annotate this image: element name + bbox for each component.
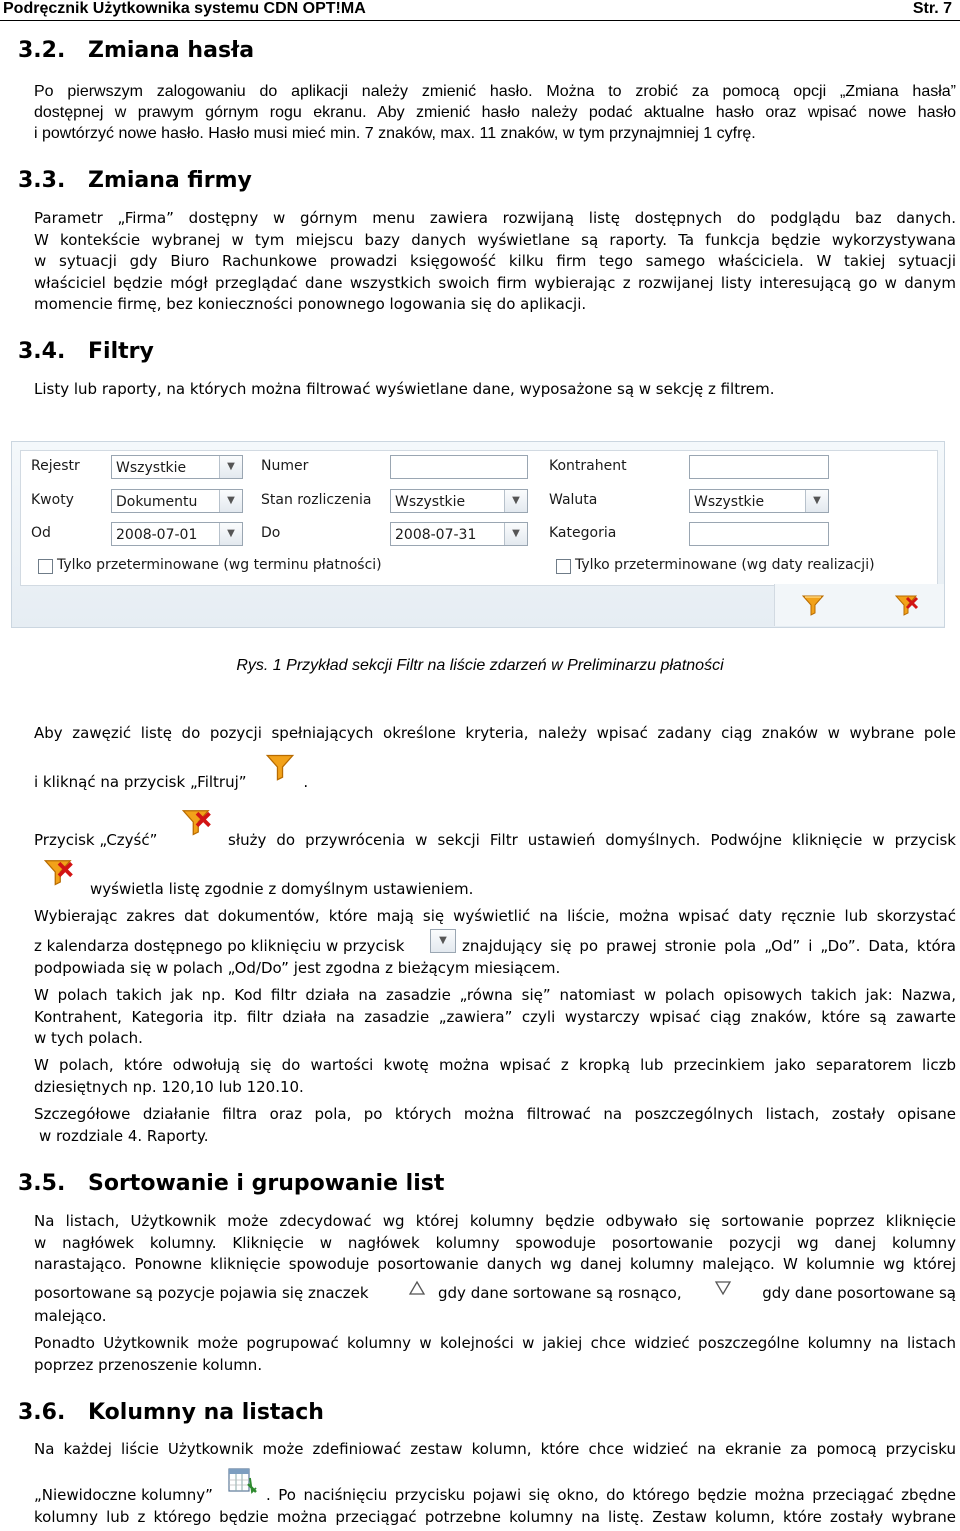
od-label: Od bbox=[31, 525, 51, 541]
paragraph-date-range-line3: podpowiada się w polach „Od/Do” jest zgodna z bieżącym miesiącem. bbox=[34, 959, 561, 977]
calendar-dropdown-icon[interactable]: ▼ bbox=[219, 523, 242, 545]
paragraph-3-2: Po pierwszym zalogowaniu do aplikacji należy zmienić hasło. Można to zrobić za pomocą opcji „Zmiana hasła” dostępnej w prawym górnym rogu ekranu. Aby zmienić hasło należy podać aktualne hasło oraz wpisać nowe hasło i powtórzyć nowe hasło. Hasło musi mieć min. 7 znaków, max. 11 znaków, w tym przynajmniej 1 cyfrę. bbox=[34, 83, 956, 142]
waluta-select[interactable]: Wszystkie ▼ bbox=[689, 489, 829, 513]
paragraph-3-6: Na każdej liście Użytkownik może zdefiniować zestaw kolumn, które chce widzieć na ekranie za pomocą przycisku bbox=[34, 1440, 956, 1458]
paragraph-date-range: Wybierając zakres dat dokumentów, które mają się wyświetlić na liście, można wpisać daty ręcznie lub skorzystać bbox=[34, 907, 956, 925]
heading-3-3: 3.3. Zmiana firmy bbox=[18, 168, 252, 193]
header-title: Podręcznik Użytkownika systemu CDN OPT!MA bbox=[3, 0, 366, 17]
chevron-down-icon[interactable]: ▼ bbox=[504, 490, 527, 512]
page-number: Str. 7 bbox=[912, 0, 952, 17]
figure-caption: Rys. 1 Przykład sekcji Filtr na liście zdarzeń w Preliminarzu płatności bbox=[236, 657, 724, 674]
paragraph-details: Szczegółowe działanie filtra oraz pola, po których można filtrować na poszczególnych listach, zostały opisane w rozdziale 4. Raporty. bbox=[34, 1105, 956, 1145]
funnel-clear-icon[interactable] bbox=[895, 594, 919, 616]
paragraph-3-5-sort-icons: posortowane są pozycje pojawia się znaczek gdy dane sortowane są rosnąco, gdy dane posortowane są bbox=[34, 1274, 956, 1306]
stan-rozliczenia-select[interactable]: Wszystkie ▼ bbox=[390, 489, 528, 513]
calendar-dropdown-icon: ▼ bbox=[430, 929, 456, 953]
heading-3-3-title: Zmiana firmy bbox=[88, 168, 252, 193]
kontrahent-label: Kontrahent bbox=[549, 458, 627, 474]
do-date-field[interactable]: 2008-07-31 ▼ bbox=[390, 522, 528, 546]
paragraph-3-5: Na listach, Użytkownik może zdecydować wg której kolumny będzie odbywało się sortowanie poprzez kliknięcie w nagłówek kolumny. Kliknięcie w nagłówek kolumny spowoduje posortowanie pozycji wg danej kolumny narastająco. Ponowne kliknięcie spowoduje posortowanie danych wg danej kolumny malejąco. W kolumnie wg której bbox=[34, 1212, 956, 1273]
heading-3-6-title: Kolumny na listach bbox=[88, 1400, 324, 1425]
waluta-label: Waluta bbox=[549, 492, 598, 508]
numer-label: Numer bbox=[261, 458, 309, 474]
kategoria-label: Kategoria bbox=[549, 525, 617, 541]
paragraph-date-range-line2: z kalendarza dostępnego po kliknięciu w przycisk ▼ znajdujący się po prawej stronie pola „Od” i „Do”. Data, która bbox=[34, 927, 956, 957]
paragraph-amount-format: W polach, które odwołują się do wartości kwotę można wpisać z kropką lub przecinkiem jako separatorem liczb dziesiętnych np. 120,10 lub 120.10. bbox=[34, 1056, 956, 1096]
page-header bbox=[0, 0, 960, 21]
heading-3-6: 3.6. Kolumny na listach bbox=[18, 1400, 324, 1425]
rejestr-label: Rejestr bbox=[31, 458, 80, 474]
overdue-realization-label: Tylko przeterminowane (wg daty realizacji) bbox=[575, 557, 875, 573]
clear-button-icon bbox=[34, 852, 84, 896]
do-label: Do bbox=[261, 525, 281, 541]
sort-descending-icon bbox=[708, 1276, 738, 1300]
kontrahent-input[interactable] bbox=[689, 455, 829, 479]
chevron-down-icon[interactable]: ▼ bbox=[219, 490, 242, 512]
paragraph-3-6-line2: „Niewidoczne kolumny” . Po naciśnięciu przycisku pojawi się okno, do którego będzie można przeciągać zbędne bbox=[34, 1460, 956, 1508]
kwoty-select[interactable]: Dokumentu ▼ bbox=[111, 489, 243, 513]
paragraph-3-5-end: malejąco. bbox=[34, 1307, 107, 1325]
paragraph-3-6-line3: kolumny lub z którego będzie można przeciągać potrzebne kolumny na listę. Zestaw kolumn, które zostały wybrane bbox=[34, 1508, 956, 1526]
filter-button-bar bbox=[774, 584, 944, 626]
rejestr-select[interactable]: Wszystkie ▼ bbox=[111, 455, 243, 479]
chevron-down-icon[interactable]: ▼ bbox=[219, 456, 242, 478]
filter-button-icon bbox=[255, 745, 303, 791]
numer-input[interactable] bbox=[390, 455, 528, 479]
heading-3-4-title: Filtry bbox=[88, 339, 154, 364]
hidden-columns-icon bbox=[222, 1460, 266, 1504]
paragraph-3-4: Listy lub raporty, na których można filtrować wyświetlane dane, wyposażone są w sekcję z filtrem. bbox=[34, 380, 775, 398]
stan-rozliczenia-label: Stan rozliczenia bbox=[261, 492, 372, 508]
funnel-icon[interactable] bbox=[802, 594, 824, 616]
od-date-field[interactable]: 2008-07-01 ▼ bbox=[111, 522, 243, 546]
kategoria-input[interactable] bbox=[689, 522, 829, 546]
kwoty-label: Kwoty bbox=[31, 492, 74, 508]
paragraph-filter-usage: Aby zawęzić listę do pozycji spełniających określone kryteria, należy wpisać zadany ciąg znaków w wybrane pole bbox=[34, 724, 956, 742]
heading-3-2-title: Zmiana hasła bbox=[88, 38, 255, 63]
paragraph-filter-usage-line2: i kliknąć na przycisk „Filtruj” . bbox=[34, 745, 308, 791]
heading-3-5-title: Sortowanie i grupowanie list bbox=[88, 1171, 445, 1196]
overdue-realization-checkbox[interactable] bbox=[556, 559, 571, 574]
filter-fields bbox=[20, 450, 938, 586]
overdue-payment-label: Tylko przeterminowane (wg terminu płatności) bbox=[57, 557, 382, 573]
filter-panel bbox=[11, 441, 945, 628]
chevron-down-icon[interactable]: ▼ bbox=[805, 490, 828, 512]
clear-button-icon bbox=[170, 802, 220, 848]
sort-ascending-icon bbox=[402, 1276, 432, 1300]
heading-3-4: 3.4. Filtry bbox=[18, 339, 154, 364]
paragraph-filter-rules: W polach takich jak np. Kod filtr działa na zasadzie „równa się” natomiast w polach opisowych takich jak: Nazwa, Kontrahent, Kategoria itp. filtr działa na zasadzie „zawiera” czyli wystarczy wpisać ciąg znaków, które są zawarte w tych polach. bbox=[34, 986, 956, 1047]
paragraph-3-5-grouping: Ponadto Użytkownik może pogrupować kolumny w kolejności w jakiej chce widzieć poszczególne kolumny na listach poprzez przenoszenie kolumn. bbox=[34, 1334, 956, 1374]
paragraph-3-3: Parametr „Firma” dostępny w górnym menu zawiera rozwijaną listę dostępnych do podglądu baz danych. W kontekście wybranej w tym miejscu bazy danych wyświetlane są raporty. Ta funkcja będzie wykorzystywana w sytuacji gdy Biuro Rachunkowe prowadzi księgowość kilku firm tego samego właściciela. W takiej sytuacji właściciel będzie mógł przeglądać dane wszystkich swoich firm wybierając z rozwijanej listy interesującą go w danym momencie firmę, bez konieczności ponownego logowania się do aplikacji. bbox=[34, 209, 956, 313]
heading-3-5: 3.5. Sortowanie i grupowanie list bbox=[18, 1171, 445, 1196]
calendar-dropdown-icon[interactable]: ▼ bbox=[504, 523, 527, 545]
overdue-payment-checkbox[interactable] bbox=[38, 559, 53, 574]
heading-3-2: 3.2. Zmiana hasła bbox=[18, 38, 255, 63]
